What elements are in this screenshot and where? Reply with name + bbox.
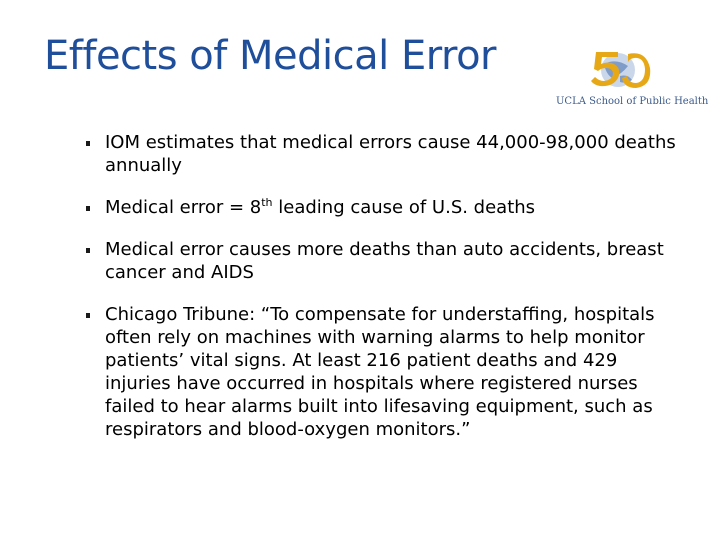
bullet-item-chicago-tribune-quote [86, 303, 686, 441]
bullet-text-start: Medical error = 8 [105, 197, 262, 218]
bullet-marker-icon [86, 141, 90, 146]
bullet-text: Chicago Tribune: “To compensate for understaffing, hospitals often rely on machines with warning alarms to help monitor patients’ vital signs. At least 216 patient deaths and 429 injuries have occurred in hospitals where registered nurses failed to hear alarms built into lifesaving equipment, such as respirators and blood-oxygen monitors.” [105, 304, 655, 440]
bullet-marker-icon [86, 206, 90, 211]
logo-caption: UCLA School of Public Health [556, 96, 709, 107]
ordinal-suffix: th [261, 196, 273, 209]
ucla-school-of-public-health-logo [556, 44, 709, 112]
bullet-item-leading-cause [86, 196, 686, 219]
bullet-text-end: leading cause of U.S. deaths [272, 197, 536, 218]
bullet-marker-icon [86, 313, 90, 318]
slide-title: Effects of Medical Error [44, 33, 497, 79]
anniversary-emblem-icon [556, 44, 704, 96]
bullet-text: Medical error causes more deaths than auto accidents, breast cancer and AIDS [105, 239, 664, 283]
bullet-item-comparison [86, 238, 686, 284]
bullet-marker-icon [86, 248, 90, 253]
bullet-text: IOM estimates that medical errors cause 44,000-98,000 deaths annually [105, 132, 676, 176]
bullet-list [86, 131, 686, 441]
bullet-item-iom-estimate [86, 131, 686, 177]
